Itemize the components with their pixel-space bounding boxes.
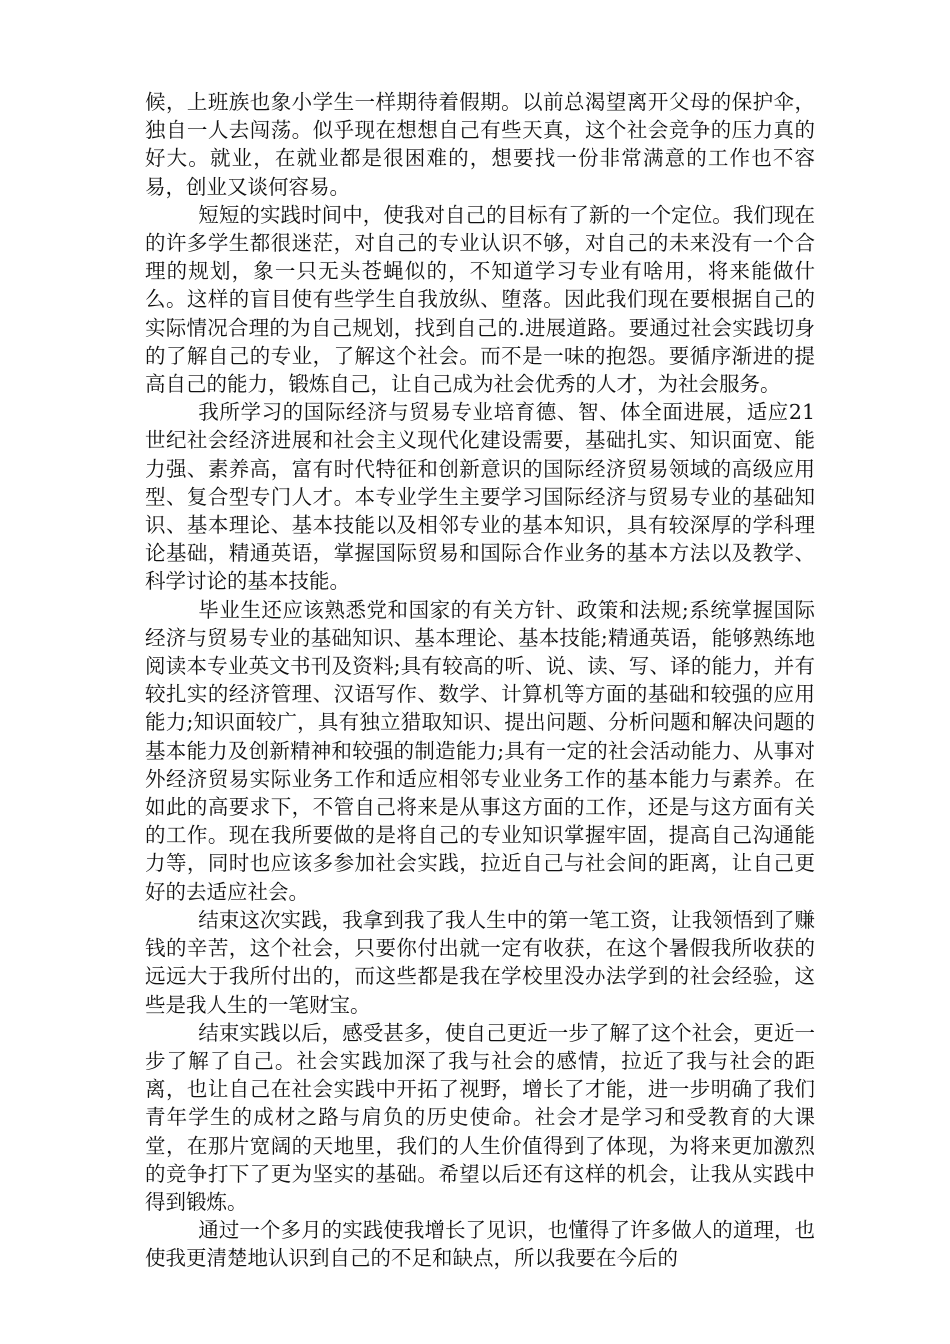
paragraph-reflection: 结束实践以后，感受甚多，使自己更近一步了解了这个社会，更近一步了解了自己。社会实践加深了我与社会的感情，拉近了我与社会的距离，也让自己在社会实践中开拓了视野，增长了才能，进一步明确了我们青年学生的成材之路与肩负的历史使命。社会才是学习和受教育的大课堂，在那片宽阔的天地里，我们的人生价值得到了体现，为将来更加激烈的竞争打下了更为坚实的基础。希望以后还有这样的机会，让我从实践中得到锻炼。: [145, 1020, 815, 1214]
paragraph-graduate-requirements: 毕业生还应该熟悉党和国家的有关方针、政策和法规;系统掌握国际经济与贸易专业的基础知识、基本理论、基本技能;精通英语，能够熟练地阅读本专业英文书刊及资料;具有较高的听、说、读、写、译的能力，并有较扎实的经济管理、汉语写作、数学、计算机等方面的基础和较强的应用能力;知识面较广，具有独立猎取知识、提出问题、分析问题和解决问题的基本能力及创新精神和较强的制造能力;具有一定的社会活动能力、从事对外经济贸易实际业务工作和适应相邻专业业务工作的基本能力与素养。在如此的高要求下，不管自己将来是从事这方面的工作，还是与这方面有关的工作。现在我所要做的是将自己的专业知识掌握牢固，提高自己沟通能力等，同时也应该多参加社会实践，拉近自己与社会间的距离，让自己更好的去适应社会。: [145, 597, 815, 904]
paragraph-goal-positioning: 短短的实践时间中，使我对自己的目标有了新的一个定位。我们现在的许多学生都很迷茫，对自己的专业认识不够，对自己的未来没有一个合理的规划，象一只无头苍蝇似的，不知道学习专业有啥用，将来能做什么。这样的盲目使有些学生自我放纵、堕落。因此我们现在要根据自己的实际情况合理的为自己规划，找到自己的.进展道路。要通过社会实践切身的了解自己的专业，了解这个社会。而不是一味的抱怨。要循序渐进的提高自己的能力，锻炼自己，让自己成为社会优秀的人才，为社会服务。: [145, 202, 815, 397]
paragraph-first-salary: 结束这次实践，我拿到我了我人生中的第一笔工资，让我领悟到了赚钱的辛苦，这个社会，只要你付出就一定有收获，在这个暑假我所收获的远远大于我所付出的，而这些都是我在学校里没办法学到的社会经验，这些是我人生的一笔财宝。: [145, 907, 815, 1017]
document-body: [145, 88, 815, 1273]
paragraph-conclusion: 通过一个多月的实践使我增长了见识，也懂得了许多做人的道理，也使我更清楚地认识到自己的不足和缺点，所以我要在今后的: [145, 1218, 815, 1271]
paragraph-major-description: 我所学习的国际经济与贸易专业培育德、智、体全面进展，适应21世纪社会经济进展和社会主义现代化建设需要，基础扎实、知识面宽、能力强、素养高，富有时代特征和创新意识的国际经济贸易领域的高级应用型、复合型专门人才。本专业学生主要学习国际经济与贸易专业的基础知识、基本理论、基本技能以及相邻专业的基本知识，具有较深厚的学科理论基础，精通英语，掌握国际贸易和国际合作业务的基本方法以及教学、科学讨论的基本技能。: [145, 400, 815, 594]
paragraph-continuation: 候，上班族也象小学生一样期待着假期。以前总渴望离开父母的保护伞，独自一人去闯荡。似乎现在想想自己有些天真，这个社会竞争的压力真的好大。就业，在就业都是很困难的，想要找一份非常满意的工作也不容易，创业又谈何容易。: [145, 90, 815, 199]
